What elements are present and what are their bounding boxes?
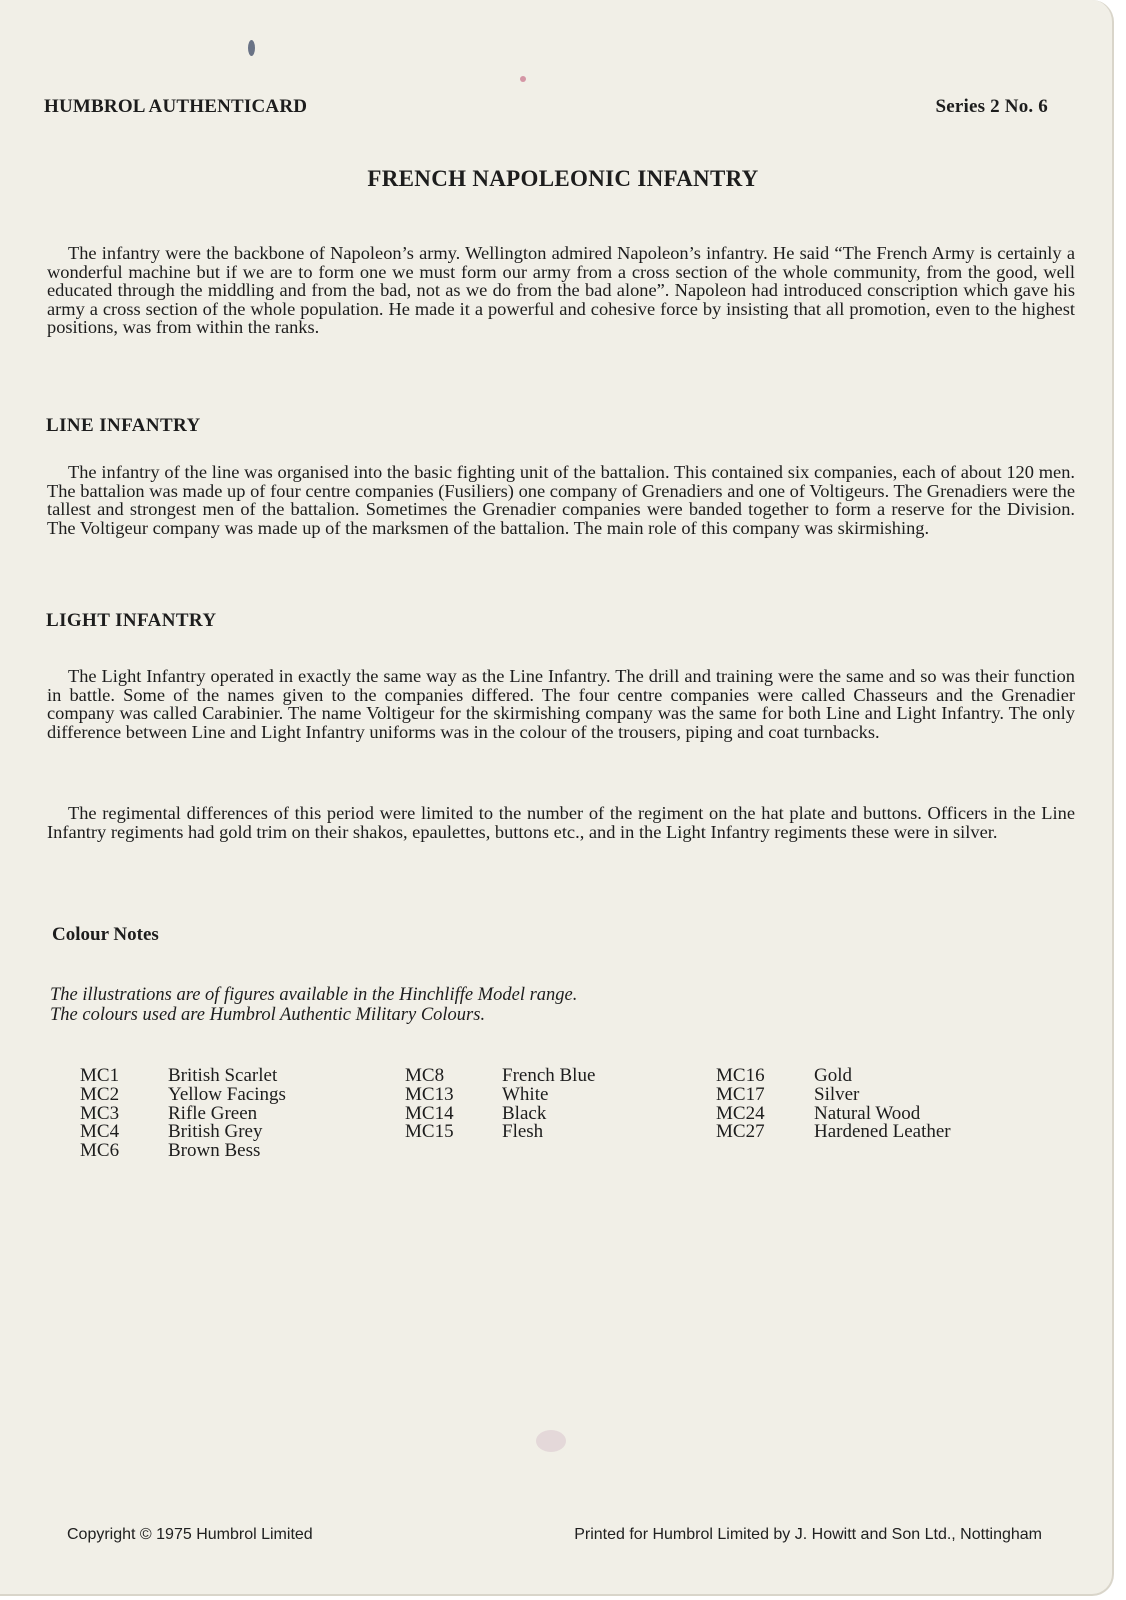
- colour-name: Silver: [814, 1083, 860, 1105]
- colour-row: [716, 1065, 852, 1086]
- light-infantry-paragraph: The Light Infantry operated in exactly the same way as the Line Infantry. The drill and training were the same and so was their function in battle. Some of the names given to the companies differed. The four centre companies were called Chasseurs and the Grenadier company was called Carabinier. The name Voltigeur for the skirmishing company was the same for both Line and Light Infantry. The only difference between Line and Light Infantry uniforms was in the colour of the trousers, piping and coat turnbacks.: [47, 666, 1075, 742]
- intro-paragraph: The infantry were the backbone of Napoleon’s army. Wellington admired Napoleon’s infantry. He said “The French Army is certainly a wonderful machine but if we are to form one we must form our army from a cross section of the whole community, from the good, well educated through the middling and from the bad, not as we do from the bad alone”. Napoleon had introduced conscription which gave his army a cross section of the whole population. He made it a powerful and cohesive force by insisting that all promotion, even to the highest positions, was from within the ranks.: [47, 243, 1075, 338]
- colour-row: [80, 1140, 261, 1162]
- line-infantry-paragraph: The infantry of the line was organised into the basic fighting unit of the battalion. This contained six companies, each of about 120 men. The battalion was made up of four centre companies (Fusiliers) one company of Grenadiers and one of Voltigeurs. The Grenadiers were the tallest and strongest men of the battalion. Sometimes the Grenadier companies were banded together to form a reserve for the Division. The Voltigeur company was made up of the marksmen of the battalion. The main role of this company was skirmishing.: [47, 462, 1075, 538]
- colour-name: Rifle Green: [168, 1102, 258, 1124]
- stain-decoration: [536, 1430, 566, 1452]
- colour-name: French Blue: [502, 1065, 596, 1086]
- colour-notes-intro: [50, 985, 577, 1025]
- colour-name: Gold: [814, 1065, 852, 1086]
- printer-notice: Printed for Humbrol Limited by J. Howitt and Son Ltd., Nottingham: [574, 1526, 1042, 1543]
- colour-code: MC4: [80, 1121, 120, 1143]
- copyright-notice: Copyright © 1975 Humbrol Limited: [67, 1526, 313, 1543]
- colour-name: Yellow Facings: [168, 1083, 286, 1105]
- colour-notes-heading: Colour Notes: [52, 924, 159, 945]
- colour-column-3: [716, 1065, 951, 1143]
- colour-code: MC13: [405, 1083, 454, 1105]
- colour-name: British Grey: [168, 1121, 263, 1143]
- colour-code: MC1: [80, 1065, 120, 1086]
- colour-row: [80, 1083, 286, 1105]
- colour-code: MC27: [716, 1121, 765, 1143]
- colour-row: [405, 1083, 549, 1105]
- pink-spot-decoration: [520, 76, 526, 82]
- page-title: FRENCH NAPOLEONIC INFANTRY: [367, 166, 759, 191]
- light-infantry-heading: LIGHT INFANTRY: [46, 610, 217, 631]
- colour-code: MC16: [716, 1065, 765, 1086]
- colour-code: MC2: [80, 1083, 120, 1105]
- series-label: Series 2 No. 6: [935, 96, 1048, 117]
- colour-code: MC3: [80, 1102, 120, 1124]
- colour-name: White: [502, 1083, 549, 1105]
- colour-code: MC17: [716, 1083, 765, 1105]
- line-infantry-heading: LINE INFANTRY: [46, 415, 201, 436]
- colour-code: MC6: [80, 1140, 120, 1162]
- colour-row: [716, 1121, 951, 1143]
- colour-code: MC8: [405, 1065, 445, 1086]
- colour-row: [405, 1121, 544, 1143]
- colour-code: MC15: [405, 1121, 454, 1143]
- colour-name: Brown Bess: [168, 1140, 261, 1162]
- colour-code: MC24: [716, 1102, 765, 1124]
- colour-name: Black: [502, 1102, 547, 1124]
- colour-row: [716, 1083, 860, 1105]
- colour-notes-line-1: The illustrations are of figures available in the Hinchliffe Model range.: [50, 985, 578, 1005]
- regimental-differences-paragraph: The regimental differences of this period were limited to the number of the regiment on the hat plate and buttons. Officers in the Line Infantry regiments had gold trim on their shakos, epaulettes, buttons etc., and in the Light Infantry regiments these were in silver.: [47, 803, 1075, 842]
- colour-name: British Scarlet: [168, 1065, 278, 1086]
- colour-notes-line-2: The colours used are Humbrol Authentic Military Colours.: [50, 1005, 486, 1025]
- colour-name: Flesh: [502, 1121, 544, 1143]
- brand-label: HUMBROL AUTHENTICARD: [44, 96, 308, 117]
- colour-column-1: [80, 1065, 286, 1162]
- colour-row: [405, 1065, 596, 1086]
- colour-column-2: [405, 1065, 596, 1143]
- ink-spot-decoration: [248, 40, 255, 56]
- colour-name: Hardened Leather: [814, 1121, 951, 1143]
- colour-code: MC14: [405, 1102, 454, 1124]
- colour-row: [80, 1065, 278, 1086]
- colour-name: Natural Wood: [814, 1102, 921, 1124]
